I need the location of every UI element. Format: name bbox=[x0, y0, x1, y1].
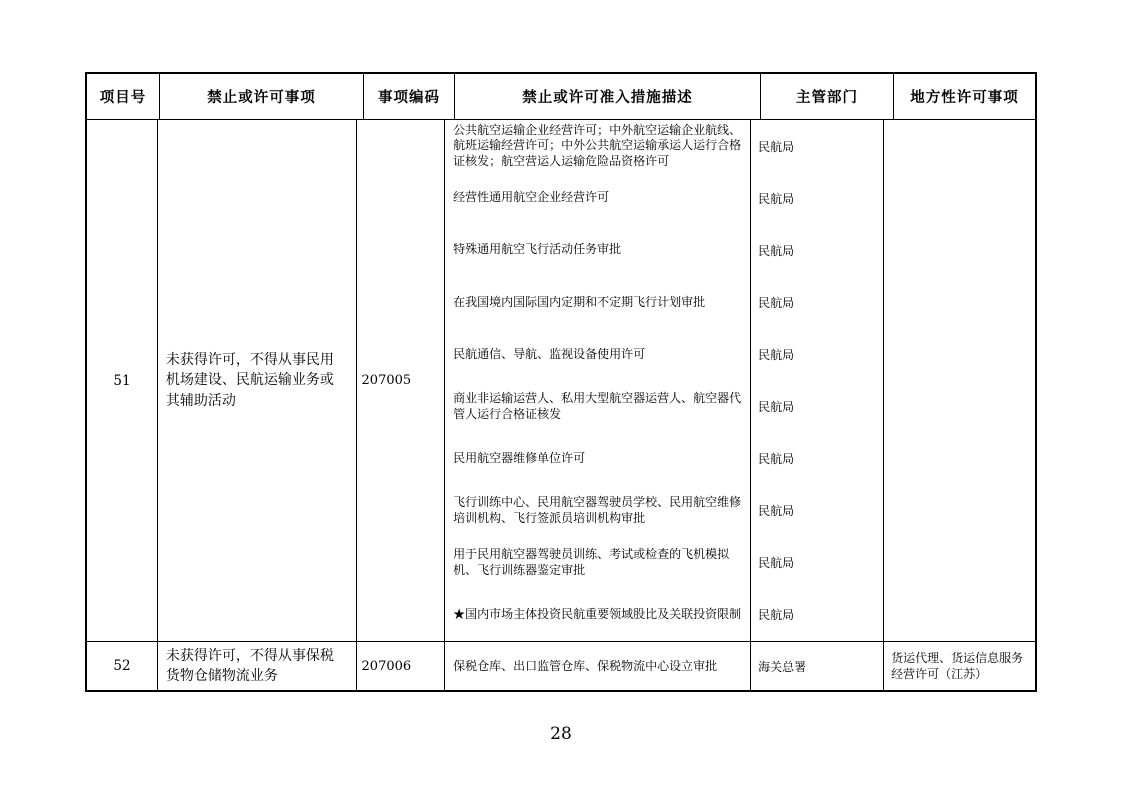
authority: 海关总署 bbox=[751, 642, 884, 691]
measure-subrow bbox=[445, 224, 884, 276]
measure-subrow bbox=[445, 589, 884, 641]
prohibit-item: 未获得许可，不得从事民用机场建设、民航运输业务或其辅助活动 bbox=[158, 120, 357, 641]
measure-subrow bbox=[445, 380, 884, 432]
item-code: 207006 bbox=[357, 642, 446, 691]
table-row-51 bbox=[87, 120, 1035, 642]
measure-subrow bbox=[445, 485, 884, 537]
authority: 民航局 bbox=[751, 433, 884, 485]
measure-subrow bbox=[445, 433, 884, 485]
prohibit-item: 未获得许可，不得从事保税货物仓储物流业务 bbox=[158, 642, 357, 691]
authority: 民航局 bbox=[751, 589, 884, 641]
authority: 民航局 bbox=[751, 172, 884, 224]
measure-desc: 保税仓库、出口监管仓库、保税物流中心设立审批 bbox=[445, 642, 751, 691]
col-header-measure-desc: 禁止或许可准入措施描述 bbox=[455, 74, 761, 119]
measure-desc: 公共航空运输企业经营许可；中外航空运输企业航线、航班运输经营许可；中外公共航空运输承运人运行合格证核发；航空营运人运输危险品资格许可 bbox=[445, 120, 751, 172]
measure-desc: 民航通信、导航、监视设备使用许可 bbox=[445, 328, 751, 380]
authority: 民航局 bbox=[751, 328, 884, 380]
local-permit bbox=[884, 120, 1035, 641]
measure-desc: 在我国境内国际国内定期和不定期飞行计划审批 bbox=[445, 276, 751, 328]
item-code: 207005 bbox=[357, 120, 446, 641]
permit-table bbox=[85, 72, 1037, 692]
project-no: 52 bbox=[87, 642, 158, 691]
measures-group bbox=[445, 642, 884, 691]
measure-subrow bbox=[445, 172, 884, 224]
col-header-project-no: 项目号 bbox=[87, 74, 160, 119]
authority: 民航局 bbox=[751, 537, 884, 589]
table-row-52 bbox=[87, 642, 1035, 691]
measure-desc: 飞行训练中心、民用航空器驾驶员学校、民用航空维修培训机构、飞行签派员培训机构审批 bbox=[445, 485, 751, 537]
measure-desc: 特殊通用航空飞行活动任务审批 bbox=[445, 224, 751, 276]
measures-group bbox=[445, 120, 884, 641]
col-header-local-permit: 地方性许可事项 bbox=[910, 89, 1019, 106]
col-header-prohibit-item: 禁止或许可事项 bbox=[160, 74, 364, 119]
authority: 民航局 bbox=[751, 224, 884, 276]
measure-subrow bbox=[445, 276, 884, 328]
table-header-row bbox=[87, 74, 1035, 120]
measure-desc: 用于民用航空器驾驶员训练、考试或检查的飞机模拟机、飞行训练器鉴定审批 bbox=[445, 537, 751, 589]
page-number: 28 bbox=[550, 724, 572, 744]
measure-desc: 经营性通用航空企业经营许可 bbox=[445, 172, 751, 224]
authority: 民航局 bbox=[751, 276, 884, 328]
measure-subrow bbox=[445, 120, 884, 172]
project-no: 51 bbox=[87, 120, 158, 641]
measure-subrow bbox=[445, 328, 884, 380]
measure-desc: 商业非运输运营人、私用大型航空器运营人、航空器代管人运行合格证核发 bbox=[445, 380, 751, 432]
measure-subrow bbox=[445, 537, 884, 589]
authority: 民航局 bbox=[751, 485, 884, 537]
col-header-item-code: 事项编码 bbox=[364, 74, 455, 119]
measure-desc: 民用航空器维修单位许可 bbox=[445, 433, 751, 485]
measure-desc: ★国内市场主体投资民航重要领域股比及关联投资限制 bbox=[445, 589, 751, 641]
authority: 民航局 bbox=[751, 120, 884, 172]
authority: 民航局 bbox=[751, 380, 884, 432]
local-permit: 货运代理、货运信息服务经营许可（江苏） bbox=[891, 651, 1024, 682]
col-header-authority: 主管部门 bbox=[761, 74, 894, 119]
measure-subrow bbox=[445, 642, 884, 691]
